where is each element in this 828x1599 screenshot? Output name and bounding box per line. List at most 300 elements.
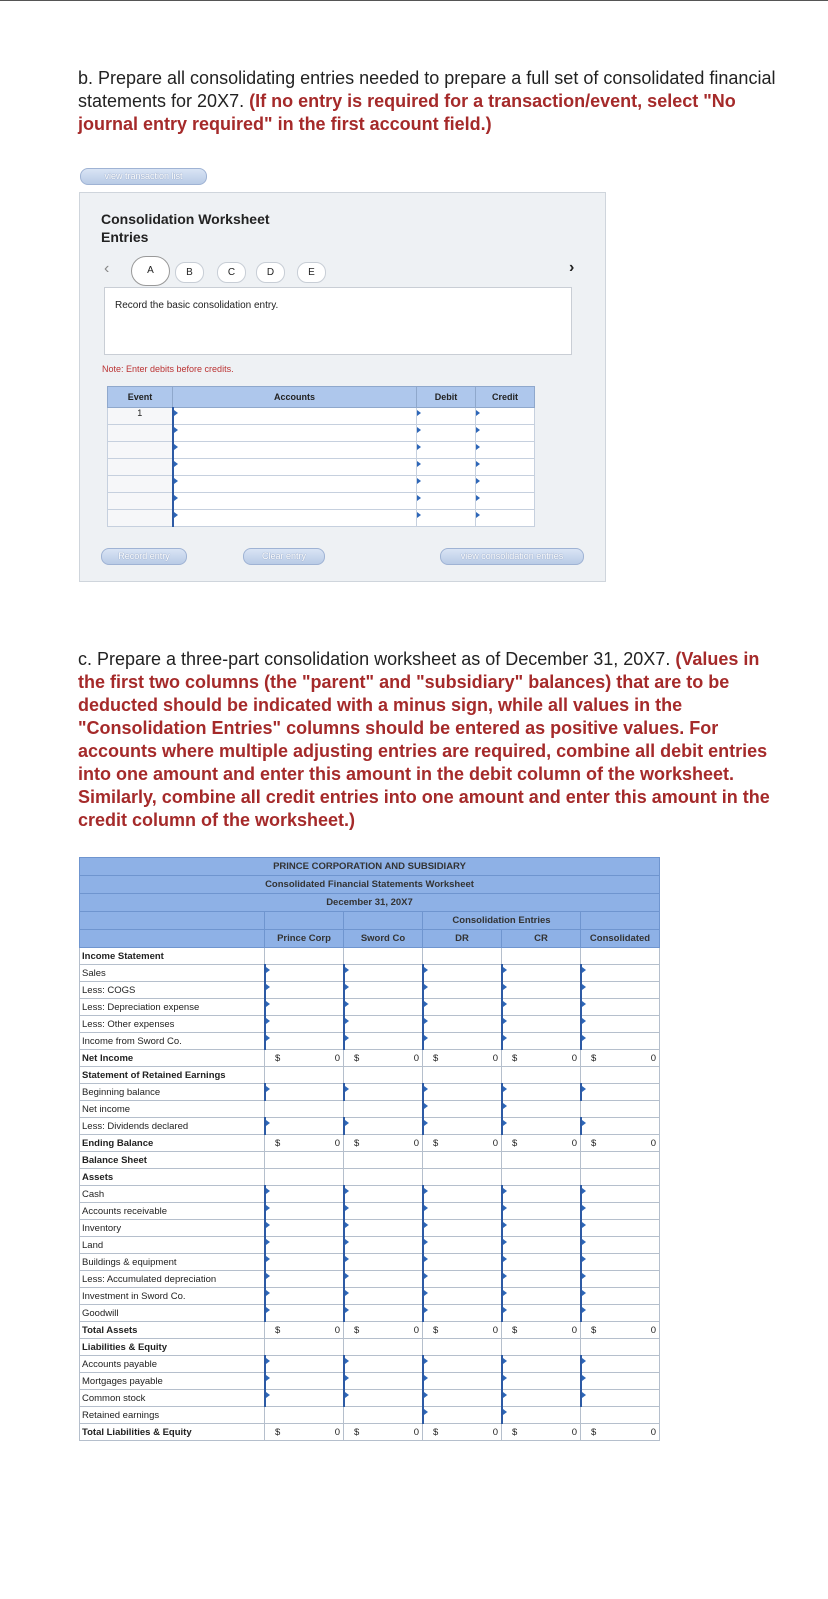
row-label: Income from Sword Co. <box>80 1033 265 1050</box>
cr-input[interactable] <box>502 982 581 999</box>
dollar-sign: $ <box>354 1427 360 1438</box>
worksheet-row-net-income-re <box>80 1101 660 1118</box>
consolidated-cell <box>581 1339 660 1356</box>
view-consolidation-entries-button[interactable]: view consolidation entries <box>440 548 584 565</box>
dr-input[interactable] <box>423 1254 502 1271</box>
row-label: Less: COGS <box>80 982 265 999</box>
prince-input[interactable] <box>265 1186 344 1203</box>
dr-input[interactable] <box>423 982 502 999</box>
sword-input[interactable] <box>344 999 423 1016</box>
part-c-emphasis: (Values in the first two columns (the "parent" and "subsidiary" balances) that are to be deducted should be indicated with a minus sign, while all values in the "Consolidation Entries" columns should be entered as positive values. For accounts where multiple adjusting entries are required, combine all debit entries into one amount and enter this amount in the debit column of the worksheet. Similarly, combine all credit entries into one amount and enter this amount in the credit column of the worksheet.) <box>78 649 770 830</box>
consolidated-cell <box>581 1169 660 1186</box>
dollar-sign: $ <box>591 1138 597 1149</box>
worksheet-date: December 31, 20X7 <box>80 894 660 912</box>
dollar-sign: $ <box>512 1325 518 1336</box>
accounts-header: Accounts <box>173 387 417 408</box>
row-label: Income Statement <box>80 948 265 965</box>
dr-cell <box>423 1067 502 1084</box>
cr-cell <box>502 948 581 965</box>
prince-cell <box>265 1407 344 1424</box>
total-value: 0 <box>650 1053 656 1064</box>
worksheet-row-assets <box>80 1169 660 1186</box>
total-value: 0 <box>571 1053 577 1064</box>
debit-input[interactable] <box>417 442 476 459</box>
row-label: Less: Other expenses <box>80 1016 265 1033</box>
dr-total <box>423 1322 502 1339</box>
row-label: Land <box>80 1237 265 1254</box>
sword-input[interactable] <box>344 1237 423 1254</box>
dr-cell <box>423 1152 502 1169</box>
debit-input[interactable] <box>417 425 476 442</box>
worksheet-row-liabilities-equity <box>80 1339 660 1356</box>
chevron-right-icon[interactable]: › <box>569 259 575 276</box>
dr-input[interactable] <box>423 1288 502 1305</box>
sword-input[interactable] <box>344 1084 423 1101</box>
prince-input[interactable] <box>265 1356 344 1373</box>
consolidated-input[interactable] <box>581 1373 660 1390</box>
sword-cell <box>344 1152 423 1169</box>
credit-input[interactable] <box>476 510 535 527</box>
worksheet-row-total-assets <box>80 1322 660 1339</box>
dollar-sign: $ <box>275 1427 281 1438</box>
consolidated-input[interactable] <box>581 1254 660 1271</box>
credit-input[interactable] <box>476 442 535 459</box>
worksheet-row-income-statement <box>80 948 660 965</box>
prince-cell <box>265 1152 344 1169</box>
cr-input[interactable] <box>502 1373 581 1390</box>
dr-input[interactable] <box>423 1407 502 1424</box>
dollar-sign: $ <box>433 1053 439 1064</box>
row-label: Beginning balance <box>80 1084 265 1101</box>
sword-input[interactable] <box>344 1254 423 1271</box>
row-label: Accounts receivable <box>80 1203 265 1220</box>
dr-cell <box>423 1169 502 1186</box>
sword-input[interactable] <box>344 1305 423 1322</box>
prince-input[interactable] <box>265 1033 344 1050</box>
dr-input[interactable] <box>423 999 502 1016</box>
cr-input[interactable] <box>502 1390 581 1407</box>
worksheet-row-retained-earnings <box>80 1407 660 1424</box>
account-select[interactable] <box>173 408 417 425</box>
event-number: 1 <box>108 408 173 425</box>
part-b-prefix: b. Prepare all consolidating entries needed to prepare a full set of consolidated financial statements for 20X7. <box>78 68 776 111</box>
dollar-sign: $ <box>591 1325 597 1336</box>
row-label: Statement of Retained Earnings <box>80 1067 265 1084</box>
cr-header: CR <box>502 930 581 948</box>
row-label: Net income <box>80 1101 265 1118</box>
debit-input[interactable] <box>417 459 476 476</box>
prince-total <box>265 1424 344 1441</box>
credit-header: Credit <box>476 387 535 408</box>
sword-cell <box>344 1067 423 1084</box>
sword-total <box>344 1424 423 1441</box>
chevron-left-icon[interactable]: ‹ <box>104 260 110 277</box>
prince-total <box>265 1322 344 1339</box>
dollar-sign: $ <box>512 1427 518 1438</box>
prince-input[interactable] <box>265 999 344 1016</box>
worksheet-row-income-sword <box>80 1033 660 1050</box>
worksheet-row-cash <box>80 1186 660 1203</box>
prince-input[interactable] <box>265 1220 344 1237</box>
consolidated-input[interactable] <box>581 1356 660 1373</box>
sword-input[interactable] <box>344 1271 423 1288</box>
cr-input[interactable] <box>502 1288 581 1305</box>
consolidated-total <box>581 1424 660 1441</box>
consolidation-worksheet <box>79 857 660 1441</box>
consolidated-input[interactable] <box>581 1016 660 1033</box>
dr-input[interactable] <box>423 1186 502 1203</box>
total-value: 0 <box>650 1138 656 1149</box>
dr-total <box>423 1050 502 1067</box>
top-divider <box>0 0 828 1</box>
total-value: 0 <box>492 1053 498 1064</box>
journal-row <box>108 408 535 425</box>
account-select[interactable] <box>173 510 417 527</box>
prince-corp-header: Prince Corp <box>265 930 344 948</box>
prince-input[interactable] <box>265 1084 344 1101</box>
prince-input[interactable] <box>265 1305 344 1322</box>
debit-input[interactable] <box>417 476 476 493</box>
worksheet-row-net-income <box>80 1050 660 1067</box>
worksheet-row-common-stock <box>80 1390 660 1407</box>
consolidated-total <box>581 1135 660 1152</box>
cr-cell <box>502 1339 581 1356</box>
dollar-sign: $ <box>591 1053 597 1064</box>
consolidated-input[interactable] <box>581 999 660 1016</box>
prince-cell <box>265 1169 344 1186</box>
part-b-question <box>78 67 778 136</box>
dr-input[interactable] <box>423 1220 502 1237</box>
dollar-sign: $ <box>512 1138 518 1149</box>
row-label: Total Assets <box>80 1322 265 1339</box>
row-label: Liabilities & Equity <box>80 1339 265 1356</box>
cr-input[interactable] <box>502 1203 581 1220</box>
sword-total <box>344 1135 423 1152</box>
dollar-sign: $ <box>354 1325 360 1336</box>
worksheet-row-ending-balance <box>80 1135 660 1152</box>
consolidated-input[interactable] <box>581 1305 660 1322</box>
panel-title: Consolidation Worksheet Entries <box>101 211 270 245</box>
consolidation-entries-panel <box>79 192 606 582</box>
journal-entry-table <box>107 386 535 527</box>
dr-input[interactable] <box>423 1356 502 1373</box>
part-c-prefix: c. Prepare a three-part consolidation worksheet as of December 31, 20X7. <box>78 649 676 669</box>
sword-input[interactable] <box>344 1220 423 1237</box>
consolidated-input[interactable] <box>581 982 660 999</box>
instruction-text: Record the basic consolidation entry. <box>115 300 279 311</box>
tab-b[interactable]: B <box>175 262 204 283</box>
consolidated-cell <box>581 1407 660 1424</box>
part-b-emphasis: (If no entry is required for a transaction/event, select "No journal entry required" in the first account field.) <box>78 91 736 134</box>
total-value: 0 <box>413 1427 419 1438</box>
view-transaction-list-button[interactable]: view transaction list <box>80 168 207 185</box>
row-label: Buildings & equipment <box>80 1254 265 1271</box>
credit-input[interactable] <box>476 476 535 493</box>
total-value: 0 <box>334 1325 340 1336</box>
total-value: 0 <box>334 1053 340 1064</box>
consolidated-cell <box>581 1152 660 1169</box>
consolidated-input[interactable] <box>581 1084 660 1101</box>
dr-total <box>423 1424 502 1441</box>
cr-input[interactable] <box>502 1016 581 1033</box>
consolidated-total <box>581 1050 660 1067</box>
cr-input[interactable] <box>502 1084 581 1101</box>
total-value: 0 <box>492 1325 498 1336</box>
worksheet-row-cogs <box>80 982 660 999</box>
prince-input[interactable] <box>265 1118 344 1135</box>
dollar-sign: $ <box>354 1138 360 1149</box>
dr-input[interactable] <box>423 1390 502 1407</box>
total-value: 0 <box>571 1427 577 1438</box>
account-select[interactable] <box>173 442 417 459</box>
prince-input[interactable] <box>265 1373 344 1390</box>
row-label: Assets <box>80 1169 265 1186</box>
consolidated-input[interactable] <box>581 965 660 982</box>
cr-input[interactable] <box>502 1271 581 1288</box>
dollar-sign: $ <box>433 1427 439 1438</box>
prince-input[interactable] <box>265 1390 344 1407</box>
worksheet-title: PRINCE CORPORATION AND SUBSIDIARY <box>80 858 660 876</box>
sword-cell <box>344 1101 423 1118</box>
consolidated-input[interactable] <box>581 1186 660 1203</box>
sword-input[interactable] <box>344 982 423 999</box>
sword-input[interactable] <box>344 1390 423 1407</box>
debit-input[interactable] <box>417 493 476 510</box>
consolidated-cell <box>581 1067 660 1084</box>
dr-input[interactable] <box>423 965 502 982</box>
journal-row <box>108 459 535 476</box>
consolidated-input[interactable] <box>581 1033 660 1050</box>
total-value: 0 <box>650 1427 656 1438</box>
prince-input[interactable] <box>265 1237 344 1254</box>
total-value: 0 <box>334 1138 340 1149</box>
sword-input[interactable] <box>344 1203 423 1220</box>
credit-input[interactable] <box>476 425 535 442</box>
cr-input[interactable] <box>502 1101 581 1118</box>
cr-cell <box>502 1067 581 1084</box>
total-value: 0 <box>650 1325 656 1336</box>
prince-total <box>265 1050 344 1067</box>
dollar-sign: $ <box>591 1427 597 1438</box>
consolidated-input[interactable] <box>581 1288 660 1305</box>
journal-row <box>108 425 535 442</box>
worksheet-row-balance-sheet <box>80 1152 660 1169</box>
consolidated-cell <box>581 1101 660 1118</box>
prince-cell <box>265 1067 344 1084</box>
cr-total <box>502 1050 581 1067</box>
dr-input[interactable] <box>423 1305 502 1322</box>
consolidated-input[interactable] <box>581 1390 660 1407</box>
worksheet-row-investment <box>80 1288 660 1305</box>
sword-input[interactable] <box>344 1288 423 1305</box>
dr-input[interactable] <box>423 1033 502 1050</box>
prince-input[interactable] <box>265 965 344 982</box>
sword-input[interactable] <box>344 1373 423 1390</box>
prince-cell <box>265 948 344 965</box>
cr-input[interactable] <box>502 1186 581 1203</box>
consolidated-input[interactable] <box>581 1237 660 1254</box>
dollar-sign: $ <box>433 1325 439 1336</box>
cr-cell <box>502 1152 581 1169</box>
prince-cell <box>265 1101 344 1118</box>
row-label: Goodwill <box>80 1305 265 1322</box>
row-label: Investment in Sword Co. <box>80 1288 265 1305</box>
worksheet-row-other-expenses <box>80 1016 660 1033</box>
consolidated-input[interactable] <box>581 1220 660 1237</box>
dollar-sign: $ <box>275 1325 281 1336</box>
worksheet-row-accounts-receivable <box>80 1203 660 1220</box>
cr-input[interactable] <box>502 965 581 982</box>
record-entry-button[interactable]: Record entry <box>101 548 187 565</box>
sword-cell <box>344 1407 423 1424</box>
sword-cell <box>344 1339 423 1356</box>
dr-input[interactable] <box>423 1237 502 1254</box>
tab-a[interactable]: A <box>131 256 170 286</box>
cr-input[interactable] <box>502 1305 581 1322</box>
worksheet-row-retained-earnings-stmt <box>80 1067 660 1084</box>
worksheet-row-buildings <box>80 1254 660 1271</box>
row-label: Cash <box>80 1186 265 1203</box>
dollar-sign: $ <box>512 1053 518 1064</box>
row-label: Accounts payable <box>80 1356 265 1373</box>
journal-row <box>108 510 535 527</box>
worksheet-row-dividends <box>80 1118 660 1135</box>
account-select[interactable] <box>173 425 417 442</box>
total-value: 0 <box>413 1053 419 1064</box>
sword-input[interactable] <box>344 1356 423 1373</box>
cr-input[interactable] <box>502 999 581 1016</box>
sword-input[interactable] <box>344 1118 423 1135</box>
dr-input[interactable] <box>423 1101 502 1118</box>
tab-c[interactable]: C <box>217 262 246 283</box>
worksheet-row-land <box>80 1237 660 1254</box>
row-label: Ending Balance <box>80 1135 265 1152</box>
event-header: Event <box>108 387 173 408</box>
consolidated-input[interactable] <box>581 1271 660 1288</box>
sword-total <box>344 1050 423 1067</box>
row-label: Less: Depreciation expense <box>80 999 265 1016</box>
prince-total <box>265 1135 344 1152</box>
account-select[interactable] <box>173 459 417 476</box>
dr-cell <box>423 948 502 965</box>
cr-input[interactable] <box>502 1407 581 1424</box>
row-label: Common stock <box>80 1390 265 1407</box>
total-value: 0 <box>492 1138 498 1149</box>
cr-input[interactable] <box>502 1237 581 1254</box>
journal-row <box>108 476 535 493</box>
prince-input[interactable] <box>265 1203 344 1220</box>
row-label: Inventory <box>80 1220 265 1237</box>
cr-input[interactable] <box>502 1356 581 1373</box>
credit-input[interactable] <box>476 459 535 476</box>
dr-input[interactable] <box>423 1084 502 1101</box>
prince-input[interactable] <box>265 1254 344 1271</box>
consolidated-input[interactable] <box>581 1203 660 1220</box>
row-label: Balance Sheet <box>80 1152 265 1169</box>
cr-input[interactable] <box>502 1118 581 1135</box>
worksheet-row-inventory <box>80 1220 660 1237</box>
sword-input[interactable] <box>344 1186 423 1203</box>
dr-input[interactable] <box>423 1271 502 1288</box>
worksheet-row-goodwill <box>80 1305 660 1322</box>
cr-total <box>502 1424 581 1441</box>
row-label: Total Liabilities & Equity <box>80 1424 265 1441</box>
worksheet-row-beginning-balance <box>80 1084 660 1101</box>
prince-input[interactable] <box>265 1288 344 1305</box>
dollar-sign: $ <box>433 1138 439 1149</box>
journal-row <box>108 493 535 510</box>
cr-input[interactable] <box>502 1033 581 1050</box>
prince-input[interactable] <box>265 982 344 999</box>
credit-input[interactable] <box>476 408 535 425</box>
consolidated-header: Consolidated <box>581 930 660 948</box>
clear-entry-button[interactable]: Clear entry <box>243 548 325 565</box>
dollar-sign: $ <box>275 1053 281 1064</box>
total-value: 0 <box>571 1138 577 1149</box>
total-value: 0 <box>334 1427 340 1438</box>
sword-input[interactable] <box>344 965 423 982</box>
cr-input[interactable] <box>502 1254 581 1271</box>
worksheet-row-accum-dep <box>80 1271 660 1288</box>
account-select[interactable] <box>173 476 417 493</box>
tab-e[interactable]: E <box>297 262 326 283</box>
debit-input[interactable] <box>417 510 476 527</box>
dollar-sign: $ <box>354 1053 360 1064</box>
row-label: Retained earnings <box>80 1407 265 1424</box>
cr-cell <box>502 1169 581 1186</box>
prince-input[interactable] <box>265 1271 344 1288</box>
row-label: Less: Accumulated depreciation <box>80 1271 265 1288</box>
dr-cell <box>423 1339 502 1356</box>
instruction-box <box>104 287 572 355</box>
row-label: Net Income <box>80 1050 265 1067</box>
prince-cell <box>265 1339 344 1356</box>
dr-input[interactable] <box>423 1118 502 1135</box>
total-value: 0 <box>413 1325 419 1336</box>
part-c-question <box>78 648 788 832</box>
dr-header: DR <box>423 930 502 948</box>
dr-input[interactable] <box>423 1203 502 1220</box>
sword-cell <box>344 1169 423 1186</box>
consolidated-cell <box>581 948 660 965</box>
total-value: 0 <box>571 1325 577 1336</box>
cr-total <box>502 1135 581 1152</box>
cr-input[interactable] <box>502 1220 581 1237</box>
consolidated-input[interactable] <box>581 1118 660 1135</box>
dr-input[interactable] <box>423 1373 502 1390</box>
debit-credit-note: Note: Enter debits before credits. <box>102 364 234 374</box>
sword-input[interactable] <box>344 1016 423 1033</box>
worksheet-row-accounts-payable <box>80 1356 660 1373</box>
debit-input[interactable] <box>417 408 476 425</box>
dr-input[interactable] <box>423 1016 502 1033</box>
account-select[interactable] <box>173 493 417 510</box>
sword-input[interactable] <box>344 1033 423 1050</box>
tab-d[interactable]: D <box>256 262 285 283</box>
worksheet-row-mortgages <box>80 1373 660 1390</box>
sword-total <box>344 1322 423 1339</box>
consolidation-entries-header: Consolidation Entries <box>423 912 581 930</box>
credit-input[interactable] <box>476 493 535 510</box>
row-label: Sales <box>80 965 265 982</box>
total-value: 0 <box>492 1427 498 1438</box>
consolidated-total <box>581 1322 660 1339</box>
cr-total <box>502 1322 581 1339</box>
worksheet-row-total-le <box>80 1424 660 1441</box>
worksheet-row-depreciation <box>80 999 660 1016</box>
total-value: 0 <box>413 1138 419 1149</box>
prince-input[interactable] <box>265 1016 344 1033</box>
